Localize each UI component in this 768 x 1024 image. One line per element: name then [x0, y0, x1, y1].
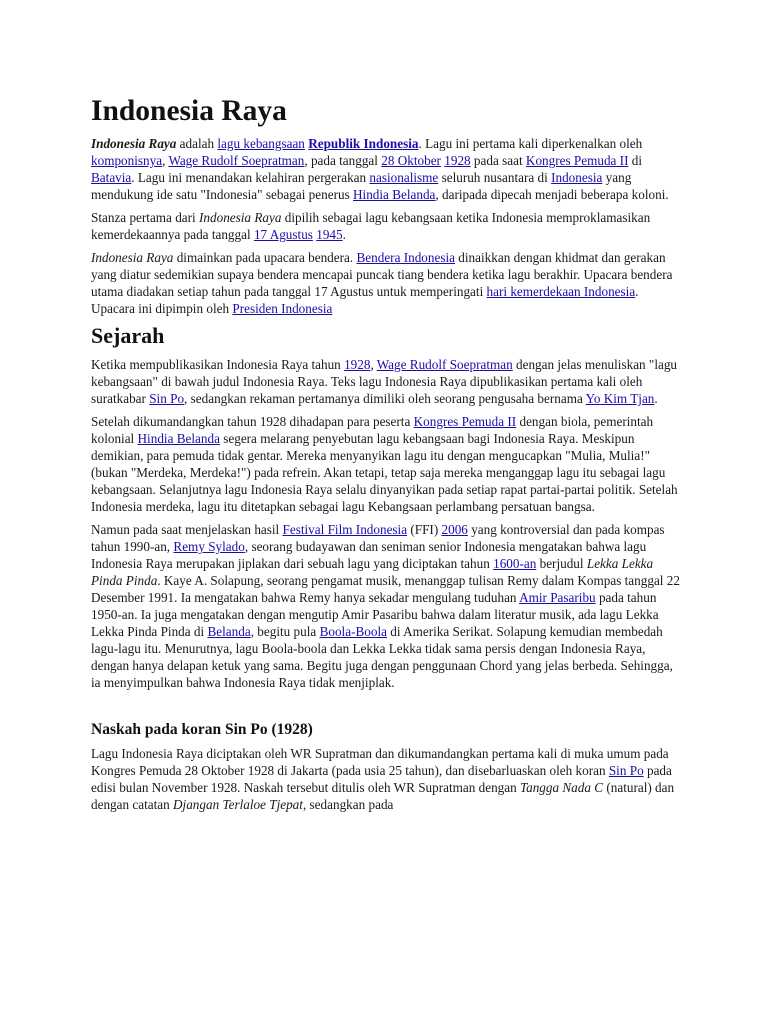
emphasis-text: Indonesia Raya	[91, 136, 177, 151]
text-run: dengan jelas menuliskan "lagu kebangsaan" di bawah judul Indonesia Raya. Teks lagu Indonesia Raya dipublikasikan pertama kali oleh suratkabar	[91, 357, 678, 406]
text-run: berjudul	[536, 556, 587, 571]
article-link[interactable]: Bendera Indonesia	[356, 250, 455, 265]
text-run: Stanza pertama dari	[91, 210, 200, 225]
article-link[interactable]: Boola-Boola	[319, 624, 387, 639]
text-run: di	[628, 153, 643, 168]
text-run: yang mendukung ide satu "Indonesia" sebagai penerus	[91, 170, 632, 202]
text-run: , daripada dipecah menjadi beberapa koloni.	[435, 187, 669, 202]
text-run: dipilih sebagai lagu kebangsaan ketika Indonesia memproklamasikan kemerdekaannya pada tanggal	[91, 210, 651, 242]
text-run: , seorang budayawan dan seniman senior Indonesia mengatakan bahwa lagu Indonesia Raya merupakan jiplakan dari sebuah lagu yang diciptakan tahun	[91, 539, 647, 571]
article-link[interactable]: Presiden Indonesia	[232, 301, 333, 316]
text-run: , sedangkan pada	[302, 797, 394, 812]
article-link[interactable]: Wage Rudolf Soepratman	[168, 153, 305, 168]
emphasis-text: Djangan Terlaloe Tjepat	[173, 797, 303, 812]
article-link[interactable]: Festival Film Indonesia	[282, 522, 408, 537]
article-link[interactable]: Sin Po	[149, 391, 185, 406]
text-run: dimainkan pada upacara bendera.	[173, 250, 357, 265]
subsection-naskah	[91, 745, 683, 813]
intro	[91, 135, 683, 317]
text-run: ,	[370, 357, 377, 372]
paragraph	[91, 356, 683, 407]
text-run: dengan biola, pemerintah kolonial	[91, 414, 654, 446]
article-link[interactable]: Sin Po	[608, 763, 644, 778]
text-run: . Kaye A. Solapung, seorang pengamat musik, menanggap tulisan Remy dalam Kompas tanggal 22 Desember 1991. Ia mengatakan bahwa Remy hanya sekadar mengulang tuduhan	[91, 573, 680, 605]
text-run: seluruh nusantara di	[438, 170, 552, 185]
paragraph	[91, 249, 683, 317]
text-run: (FFI)	[407, 522, 442, 537]
text-run: .	[654, 391, 658, 406]
text-run: . Lagu ini pertama kali diperkenalkan oleh	[418, 136, 643, 151]
article-link[interactable]: lagu kebangsaan	[217, 136, 305, 151]
article-link[interactable]: 1928	[344, 357, 371, 372]
text-run: Lagu Indonesia Raya diciptakan oleh WR Supratman dan dikumandangkan pertama kali di muka umum pada Kongres Pemuda 28 Oktober 1928 di Jakarta (pada usia 25 tahun), dan disebarluaskan oleh koran	[91, 746, 669, 778]
article-link[interactable]: Remy Sylado	[173, 539, 245, 554]
paragraph	[91, 745, 683, 813]
article-link[interactable]: Kongres Pemuda II	[525, 153, 629, 168]
article-link[interactable]: Kongres Pemuda II	[413, 414, 517, 429]
text-run: pada tahun 1950-an. Ia juga mengatakan dengan mengutip Amir Pasaribu bahwa dalam literatur musik, ada lagu Lekka Lekka Pinda Pinda di	[91, 590, 659, 639]
article-link[interactable]: komponisnya	[91, 153, 163, 168]
article-link[interactable]: 2006	[441, 522, 468, 537]
article-link[interactable]: Yo Kim Tjan	[585, 391, 655, 406]
article-link[interactable]: Batavia	[91, 170, 132, 185]
article-link[interactable]: 17 Agustus	[253, 227, 313, 242]
text-run: segera melarang penyebutan lagu kebangsaan bagi Indonesia Raya. Meskipun demikian, para pemuda tidak gentar. Mereka menyanyikan lagu itu dengan mengucapkan "Mulia, Mulia!" (bukan "Merdeka, Merdeka!") pada refrein. Akan tetapi, tetap saja mereka menganggap lagu itu sebagai lagu kebangsaan. Selanjutnya lagu Indonesia Raya selalu dinyanyikan pada setiap rapat partai-partai politik. Setelah Indonesia merdeka, lagu itu ditetapkan sebagai lagu Kebangsaan perlambang persatuan bangsa.	[91, 431, 678, 514]
article-link[interactable]: 1945	[316, 227, 343, 242]
article-link[interactable]: Amir Pasaribu	[519, 590, 596, 605]
article-link[interactable]: Hindia Belanda	[137, 431, 220, 446]
article-link[interactable]: Belanda	[207, 624, 251, 639]
text-run: yang kontroversial dan pada kompas tahun 1990-an,	[91, 522, 665, 554]
text-run: .	[342, 227, 346, 242]
article-link[interactable]: 1928	[444, 153, 471, 168]
text-run: Namun pada saat menjelaskan hasil	[91, 522, 283, 537]
emphasis-text: Tangga Nada C	[520, 780, 604, 795]
emphasis-text: Lekka Lekka Pinda Pinda	[91, 556, 654, 588]
text-run: di Amerika Serikat. Solapung kemudian membedah lagu-lagu itu. Menurutnya, lagu Boola-boola dan Lekka Lekka tidak sama persis dengan Indonesia Raya, dengan hanya delapan ketuk yang sama. Begitu juga dengan penggunaan Chord yang jelas berbeda. Sehingga, ia menyimpulkan bahwa Indonesia Raya tidak menjiplak.	[91, 624, 673, 690]
paragraph	[91, 135, 683, 203]
section-sejarah	[91, 356, 683, 691]
paragraph	[91, 413, 683, 515]
text-run: pada saat	[470, 153, 526, 168]
text-run: , sedangkan rekaman pertamanya dimiliki oleh seorang pengusaha bernama	[184, 391, 586, 406]
article-link[interactable]: hari kemerdekaan Indonesia	[486, 284, 636, 299]
section-heading-sejarah: Sejarah	[91, 323, 165, 348]
emphasis-text: Indonesia Raya	[91, 250, 174, 265]
text-run: pada edisi bulan November 1928. Naskah tersebut ditulis oleh WR Supratman dengan	[91, 763, 672, 795]
article-link[interactable]: Wage Rudolf Soepratman	[376, 357, 513, 372]
article-link[interactable]: 28 Oktober	[381, 153, 441, 168]
paragraph	[91, 521, 683, 691]
text-run: . Upacara ini dipimpin oleh	[91, 284, 639, 316]
article-link[interactable]: Republik Indonesia	[308, 136, 419, 151]
article-link[interactable]: Hindia Belanda	[353, 187, 436, 202]
article-link[interactable]: 1600-an	[493, 556, 537, 571]
text-run: adalah	[176, 136, 218, 151]
text-run: , pada tanggal	[304, 153, 382, 168]
text-run: dinaikkan dengan khidmat dan gerakan yang diatur sedemikian supaya bendera mencapai puncak tiang bendera ketika lagu berakhir. Upacara bendera utama diadakan setiap tahun pada tanggal 17 Agustus untuk memperingati	[91, 250, 673, 299]
text-run: Setelah dikumandangkan tahun 1928 dihadapan para peserta	[91, 414, 414, 429]
emphasis-text: Indonesia Raya	[199, 210, 282, 225]
article	[91, 94, 683, 819]
text-run: ,	[162, 153, 169, 168]
text-run: , begitu pula	[250, 624, 320, 639]
subsection-heading-naskah: Naskah pada koran Sin Po (1928)	[91, 721, 313, 738]
article-link[interactable]: nasionalisme	[369, 170, 439, 185]
text-run: . Lagu ini menandakan kelahiran pergerakan	[131, 170, 370, 185]
text-run: Ketika mempublikasikan Indonesia Raya tahun	[91, 357, 345, 372]
page-title: Indonesia Raya	[91, 95, 287, 127]
paragraph	[91, 209, 683, 243]
article-link[interactable]: Indonesia	[551, 170, 603, 185]
text-run: (natural) dan dengan catatan	[91, 780, 675, 812]
